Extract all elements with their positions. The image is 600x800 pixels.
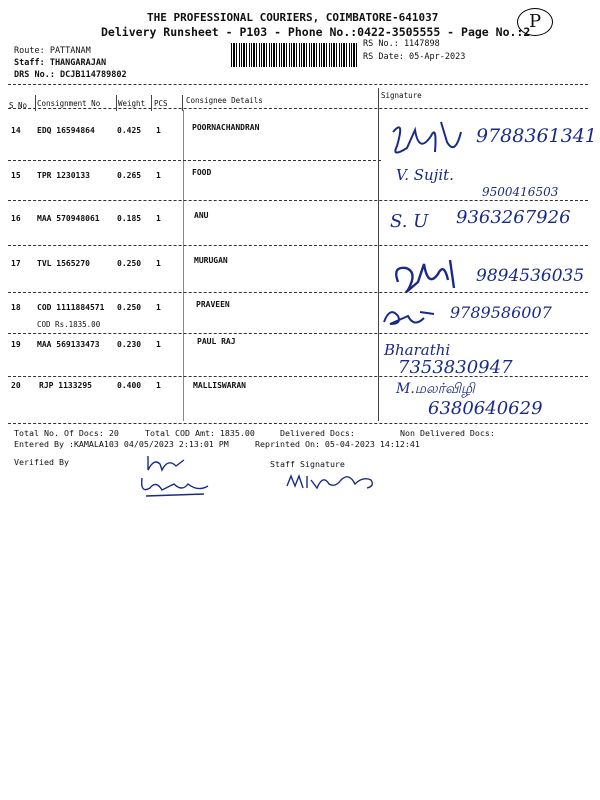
route-label: Route: PATTANAM [14,46,91,56]
row-weight: 0.230 [117,340,142,349]
row-consignee: FOOD [192,168,212,177]
recipient-phone: 7353830947 [398,357,513,378]
row-consignee: POORNACHANDRAN [192,123,260,132]
runsheet-title: Delivery Runsheet - P103 - Phone No.:0422-3505555 - Page No.:2 [101,25,531,39]
row-consignment: EDQ 16594864 [37,126,95,135]
row-pcs: 1 [156,340,161,349]
row-separator [8,376,588,377]
total-docs: Total No. Of Docs: 20 [14,428,119,438]
row-weight: 0.425 [117,126,142,135]
row-separator [8,160,381,161]
row-consignment: TPR 1230133 [37,171,90,180]
recipient-name-note: Bharathi [384,341,451,359]
entered-by: Entered By :KAMALA103 04/05/2023 2:13:01 PM [14,439,229,449]
company-title: THE PROFESSIONAL COURIERS, COIMBATORE-641037 [147,11,439,24]
row-separator [8,200,588,201]
row-consignee: PAUL RAJ [197,337,236,346]
col-header-weight: Weight [118,99,146,108]
recipient-name-note: M.மலர்விழி [396,381,475,397]
row-consignee: PRAVEEN [196,300,230,309]
row-sno: 15 [11,171,21,180]
recipient-signature [385,112,475,162]
row-consignment: COD 1111884571 [37,303,105,312]
recipient-phone: 9500416503 [482,185,559,199]
non-delivered-docs: Non Delivered Docs: [400,428,495,438]
row-consignee: ANU [194,211,209,220]
barcode-image [231,43,359,67]
col-separator [116,95,117,111]
row-consignment: MAA 570948061 [37,214,100,223]
row-sno: 14 [11,126,21,135]
row-pcs: 1 [156,171,161,180]
signature-column-separator [378,88,379,421]
col-header-signature: Signature [381,91,422,100]
table-header-rule [8,108,588,109]
row-separator [8,292,588,293]
staff-signature [283,466,383,496]
recipient-phone: 9894536035 [476,266,585,286]
row-weight: 0.250 [117,259,142,268]
total-cod: Total COD Amt: 1835.00 [145,428,255,438]
staff-signature-label: Staff Signature [270,459,345,469]
col-separator [151,95,152,111]
col-separator [182,95,183,111]
row-sno: 18 [11,303,21,312]
row-consignment: TVL 1565270 [37,259,90,268]
recipient-name-note: S. U [390,211,429,232]
verified-by-label: Verified By [14,457,69,467]
recipient-phone: 9789586007 [450,303,552,322]
row-sno: 19 [11,340,21,349]
row-pcs: 1 [156,126,161,135]
row-consignment: MAA 569133473 [37,340,100,349]
row-consignee: MALLISWARAN [193,381,246,390]
col-header-consignee: Consignee Details [186,96,263,105]
recipient-phone: 6380640629 [428,398,543,419]
row-weight: 0.265 [117,171,142,180]
delivered-docs: Delivered Docs: [280,428,355,438]
rs-date: RS Date: 05-Apr-2023 [363,52,466,62]
row-pcs: 1 [156,381,161,390]
col-header-pcs: PCS [154,99,168,108]
drs-number: DRS No.: DCJB114789802 [14,70,127,80]
row-pcs: 1 [156,214,161,223]
row-weight: 0.185 [117,214,142,223]
row-weight: 0.250 [117,303,142,312]
verifier-signature [138,450,218,500]
reprinted-on: Reprinted On: 05-04-2023 14:12:41 [255,439,420,449]
row-sno: 20 [11,381,21,390]
row-sno: 17 [11,259,21,268]
recipient-signature [380,302,440,332]
col-separator [35,95,36,111]
page-letter-stamp: P [517,8,553,36]
row-pcs: 1 [156,259,161,268]
recipient-phone: 9363267926 [456,207,571,228]
row-sno: 16 [11,214,21,223]
recipient-phone: 9788361341 [476,125,597,147]
staff-label: Staff: THANGARAJAN [14,58,107,68]
row-consignment: RJP 1133295 [39,381,92,390]
table-bottom-rule [8,423,588,424]
table-top-rule [8,84,588,85]
col-header-sno: S No [9,101,28,110]
consignee-column-separator [183,110,184,421]
row-separator [8,333,588,334]
row-weight: 0.400 [117,381,142,390]
row-pcs: 1 [156,303,161,312]
row-consignee: MURUGAN [194,256,228,265]
rs-number: RS No.: 1147898 [363,39,440,49]
row-cod-amount: COD Rs.1835.00 [37,320,101,329]
recipient-name-note: V. Sujit. [396,166,454,184]
col-header-consignment: Consignment No [37,99,101,108]
row-separator [8,245,588,246]
